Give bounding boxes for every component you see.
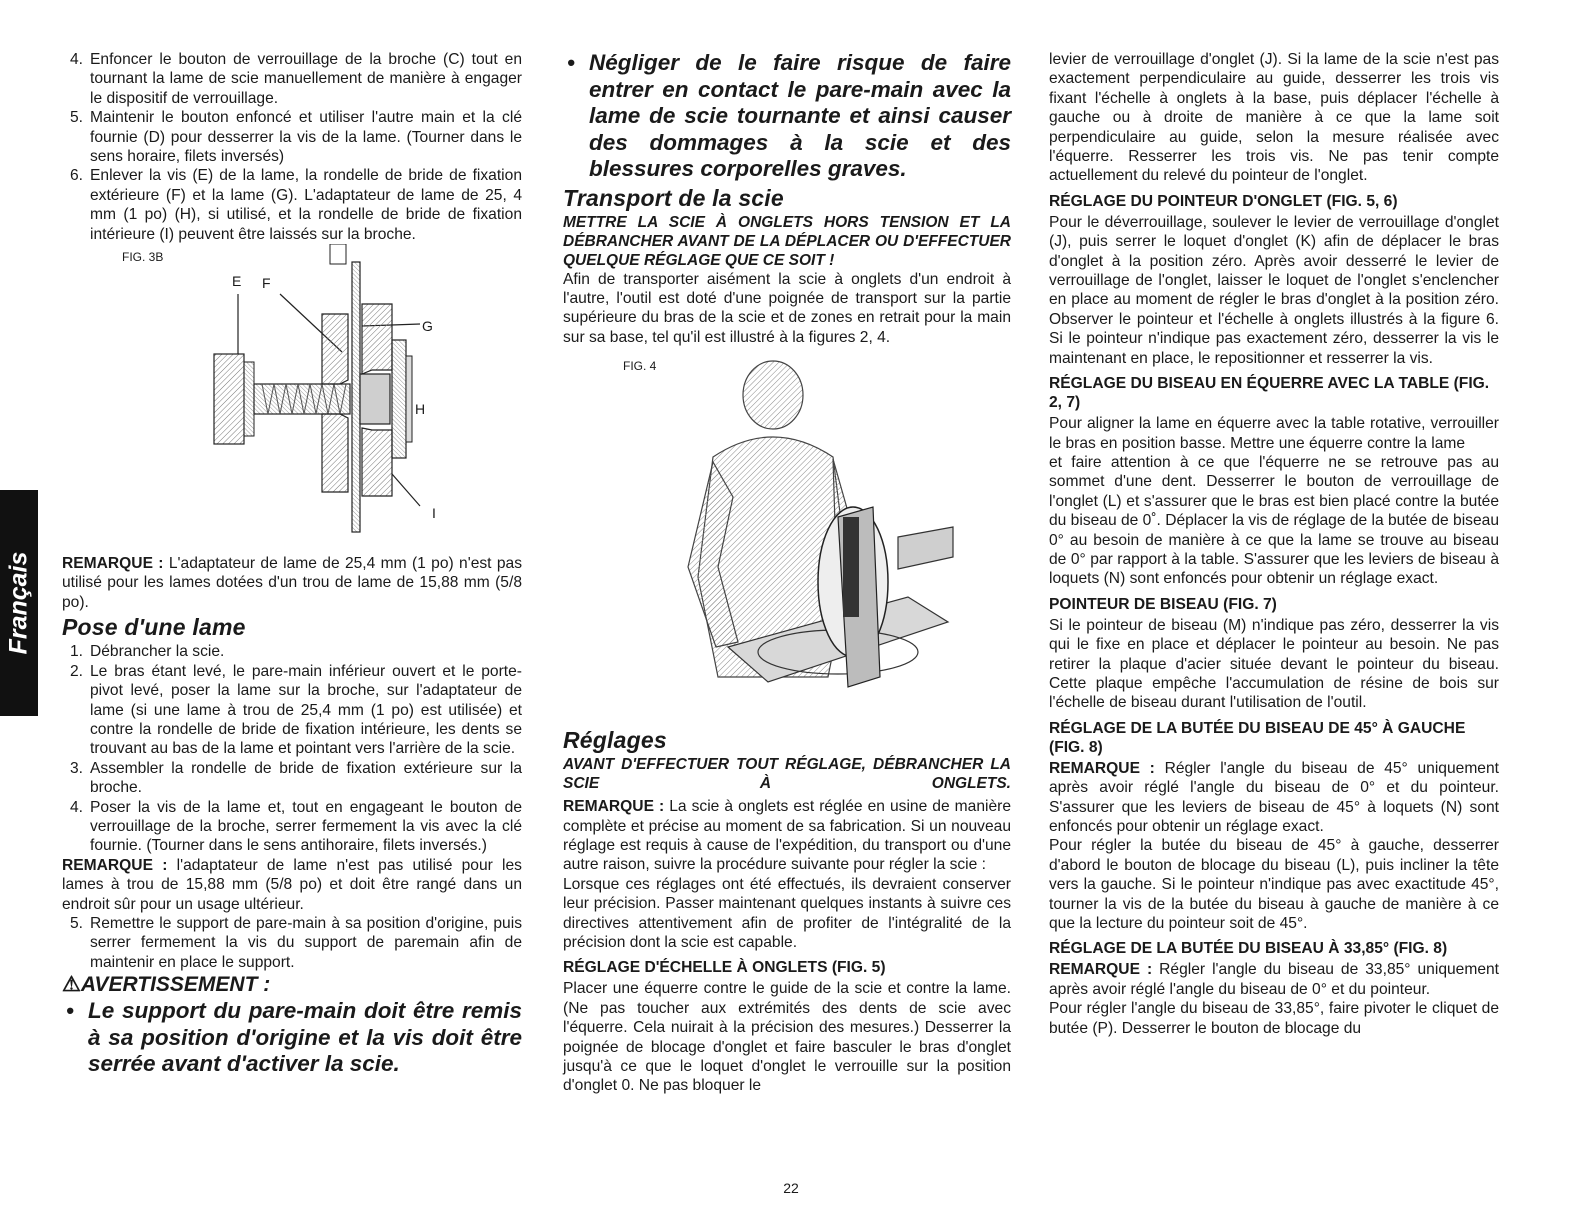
reglages-warning: AVANT D'EFFECTUER TOUT RÉGLAGE, DÉBRANCHER LA SCIE À ONGLETS. [563, 756, 1011, 793]
heading-pose-lame: Pose d'une lame [62, 614, 246, 641]
heading-transport: Transport de la scie [563, 184, 784, 211]
list-item: 6. Enlever la vis (E) de la lame, la rondelle de bride de fixation extérieure (F) et la lame (G). L'adaptateur de lame de 25, 4 mm (1 po) (H), si utilisé, et la rondelle de bride de fixation intérieure (I) peuvent être laissés sur la broche. [70, 167, 522, 243]
butee-3385-remark: REMARQUE : Régler l'angle du biseau de 33,85° uniquement après avoir réglé l'angle du biseau de 0° et du pointeur. [1049, 961, 1500, 998]
reglages-para: Lorsque ces réglages ont été effectués, ils devraient conserver leur précision. Passer maintenant quelques instants à suivre ces directives attentivement afin de profiter de l'intégralité de la précision dont la scie est capable. [563, 875, 1011, 951]
list-item: 3. Assembler la rondelle de bride de fixation extérieure sur la broche. [70, 759, 522, 797]
pointeur-onglet-text: Pour le déverrouillage, soulever le levier de verrouillage d'onglet (J), puis serrer le loquet d'onglet (K) afin de déplacer le bras d'onglet à la position zéro. Après avoir desserré le levier de verrouillage de l'onglet, laisser le loquet de l'onglet s'enclencher en place au moment de régler le bras d'onglet à la position zéro. Observer le pointeur et l'échelle à onglets illustrés à la figure 6. Si le pointeur n'indique pas exactement zéro, desserrer la vis le maintenant en place, le repositionner et resserrer la vis. [1049, 213, 1499, 367]
fig-4-label: FIG. 4 [623, 359, 657, 374]
list-item: • Le support du pare-main doit être remis à sa position d'origine et la vis doit être serrée avant d'activer la scie. [66, 998, 522, 1077]
figure-4 [563, 347, 1011, 725]
biseau-equerre-text-2: et faire attention à ce que l'équerre ne se retrouve pas au sommet d'une dent. Desserrer le bouton de verrouillage de l'onglet (L) et s'assurer que le bras est bien placé contre la butée du biseau de 0˚. Déplacer la vis de réglage de la butée de biseau 0° au besoin de manière à ce que la lame se trouve au biseau de 0° par rapport à la table. S'assurer que les leviers de biseau à loquets (N) sont enfoncés pour obtenir un réglage exact. [1049, 453, 1499, 588]
column-2 [563, 50, 1011, 1096]
biseau-equerre-text-1: Pour aligner la lame en équerre avec la table rotative, verrouiller le bras en position basse. Mettre une équerre contre la lame [1049, 415, 1499, 452]
echelle-text: Placer une équerre contre le guide de la scie et contre la lame. (Ne pas toucher aux extrémités des dents de scie avec l'équerre. Cela nuirait à la précision des mesures.) Desserrer la poignée de blocage d'onglet et faire basculer le bras d'onglet jusqu'à ce que le loquet d'onglet le verrouille sur la position d'onglet 0. Ne pas bloquer le [563, 980, 1011, 1095]
list-item: 5. Maintenir le bouton enfoncé et utiliser l'autre main et la clé fournie (D) pour desserrer la vis de la lame. (Tourner dans le sens horaire, filets inversés) [70, 109, 522, 166]
fig-3b-label: FIG. 3B [122, 250, 164, 265]
list-item: 4. Poser la vis de la lame et, tout en engageant le bouton de verrouillage de la broche, serrer fermement la vis avec la clé fournie. (Tourner dans le sens antihoraire, filets inversés.) [70, 798, 522, 855]
list-item: 2. Le bras étant levé, le pare-main inférieur ouvert et le porte-pivot levé, poser la lame sur la broche, sur l'adaptateur de lame (si une lame à trou de 25,4 mm (1 po) est utilisée) et contre la rondelle de bride de fixation intérieure, les dents se trouvant au bas de la lame et pointant vers l'arrière de la scie. [70, 662, 522, 758]
figure-3b [62, 244, 522, 554]
heading-butee-3385: RÉGLAGE DE LA BUTÉE DU BISEAU À 33,85° (FIG. 8) [1049, 940, 1448, 958]
heading-butee-45: RÉGLAGE DE LA BUTÉE DU BISEAU DE 45° À GAUCHE (FIG. 8) [1049, 719, 1466, 756]
warning-triangle-icon: ⚠ [62, 973, 81, 997]
column-3 [1049, 50, 1499, 1038]
column-1 [62, 50, 522, 1078]
pointeur-biseau-text: Si le pointeur de biseau (M) n'indique pas zéro, desserrer la vis qui le fixe en place et déplacer le pointeur au besoin. Ne pas retirer la plaque d'acier située devant le pointeur du biseau. Cette plaque empêche l'accumulation de résine de bois sur l'échelle de biseau durant l'utilisation de l'outil. [1049, 616, 1499, 712]
person-carrying-saw-drawing [658, 347, 958, 725]
list-item: 4. Enfoncer le bouton de verrouillage de la broche (C) tout en tournant la lame de scie manuellement de manière à engager le dispositif de verrouillage. [70, 51, 522, 107]
butee-45-remark: REMARQUE : Régler l'angle du biseau de 45° uniquement après avoir réglé l'angle du biseau de 0° et du pointeur. S'assurer que les leviers de biseau de 45° à loquets (N) sont enfoncés pour obtenir un réglage exact. [1049, 759, 1499, 835]
heading-pointeur-onglet: RÉGLAGE DU POINTEUR D'ONGLET (FIG. 5, 6) [1049, 192, 1398, 210]
warning-continued [563, 50, 1011, 183]
transport-warning: METTRE LA SCIE À ONGLETS HORS TENSION ET LA DÉBRANCHER AVANT DE LA DÉPLACER OU D'EFFECTUER QUELQUE RÉGLAGE QUE CE SOIT ! [563, 213, 1011, 269]
butee-3385-text: Pour régler l'angle du biseau de 33,85°, faire pivoter le cliquet de butée (P). Desserrer le bouton de blocage du [1049, 1000, 1499, 1037]
remark-adapter-storage: REMARQUE : l'adaptateur de lame n'est pas utilisé pour les lames à trou de 15,88 mm (5/8 po) et doit être rangé dans un endroit sûr pour un usage ultérieur. [62, 856, 522, 913]
language-label: Français [4, 551, 33, 655]
remark-adapter: REMARQUE : L'adaptateur de lame de 25,4 mm (1 po) n'est pas utilisé pour les lames dotées d'un trou de lame de 15,88 mm (5/8 po). [62, 555, 522, 611]
heading-biseau-equerre: RÉGLAGE DU BISEAU EN ÉQUERRE AVEC LA TABLE (FIG. 2, 7) [1049, 375, 1490, 412]
fig-label-e: E [232, 273, 242, 290]
fig-label-g: G [422, 318, 433, 335]
steps-list-removal [62, 50, 522, 244]
warning-heading: ⚠AVERTISSEMENT : [62, 973, 271, 997]
heading-echelle: RÉGLAGE D'ÉCHELLE À ONGLETS (FIG. 5) [563, 959, 886, 977]
butee-45-text: Pour régler la butée du biseau de 45° à gauche, desserrer d'abord le bouton de blocage du biseau (L), puis incliner la tête vers la gauche. Si le pointeur n'indique pas avec exactitude 45°, tourner la vis de la butée du biseau à gauche de manière à ce que la lecture du pointeur soit de 45°. [1049, 837, 1499, 933]
steps-list-guard [62, 914, 522, 972]
language-side-tab [0, 490, 38, 716]
echelle-text-continued: levier de verrouillage d'onglet (J). Si la lame de la scie n'est pas exactement perpendiculaire au guide, desserrer les trois vis fixant l'échelle à onglets à la base, puis déplacer l'échelle à gauche ou à droite de manière à ce que la lame soit perpendiculaire au guide, selon la mesure réalisée avec l'équerre. Resserrer les trois vis. Ne pas tenir compte actuellement du relevé du pointeur de l'onglet. [1049, 51, 1499, 185]
warning-bullets [62, 998, 522, 1078]
list-item: • Négliger de le faire risque de faire entrer en contact le pare-main avec la lame de scie tournante et ainsi causer des dommages à la scie et des blessures corporelles graves. [567, 50, 1011, 181]
fig-label-h: H [415, 401, 426, 418]
spindle-assembly-drawing [162, 244, 562, 554]
fig-label-f: F [262, 275, 271, 292]
list-item: 5. Remettre le support de pare-main à sa position d'origine, puis serrer fermement la vis du support de paremain afin de maintenir en place le support. [70, 914, 522, 971]
reglages-remark: REMARQUE : La scie à onglets est réglée en usine de manière complète et précise au moment de sa fabrication. Si un nouveau réglage est requis à cause de l'expédition, du transport ou d'une autre raison, suivre la procédure suivante pour régler la scie : [563, 798, 1011, 874]
page-number: 22 [783, 1180, 799, 1196]
steps-list-install [62, 642, 522, 855]
fig-label-i: I [432, 505, 436, 522]
heading-reglages: Réglages [563, 727, 667, 754]
list-item: 1. Débrancher la scie. [70, 643, 225, 661]
heading-pointeur-biseau: POINTEUR DE BISEAU (FIG. 7) [1049, 595, 1277, 613]
transport-text: Afin de transporter aisément la scie à onglets d'un endroit à l'autre, l'outil est doté d'une poignée de transport sur la partie supérieure du bras de la scie et de zones en retrait pour la main sur sa base, tel qu'il est illustré à la figures 2, 4. [563, 270, 1011, 346]
